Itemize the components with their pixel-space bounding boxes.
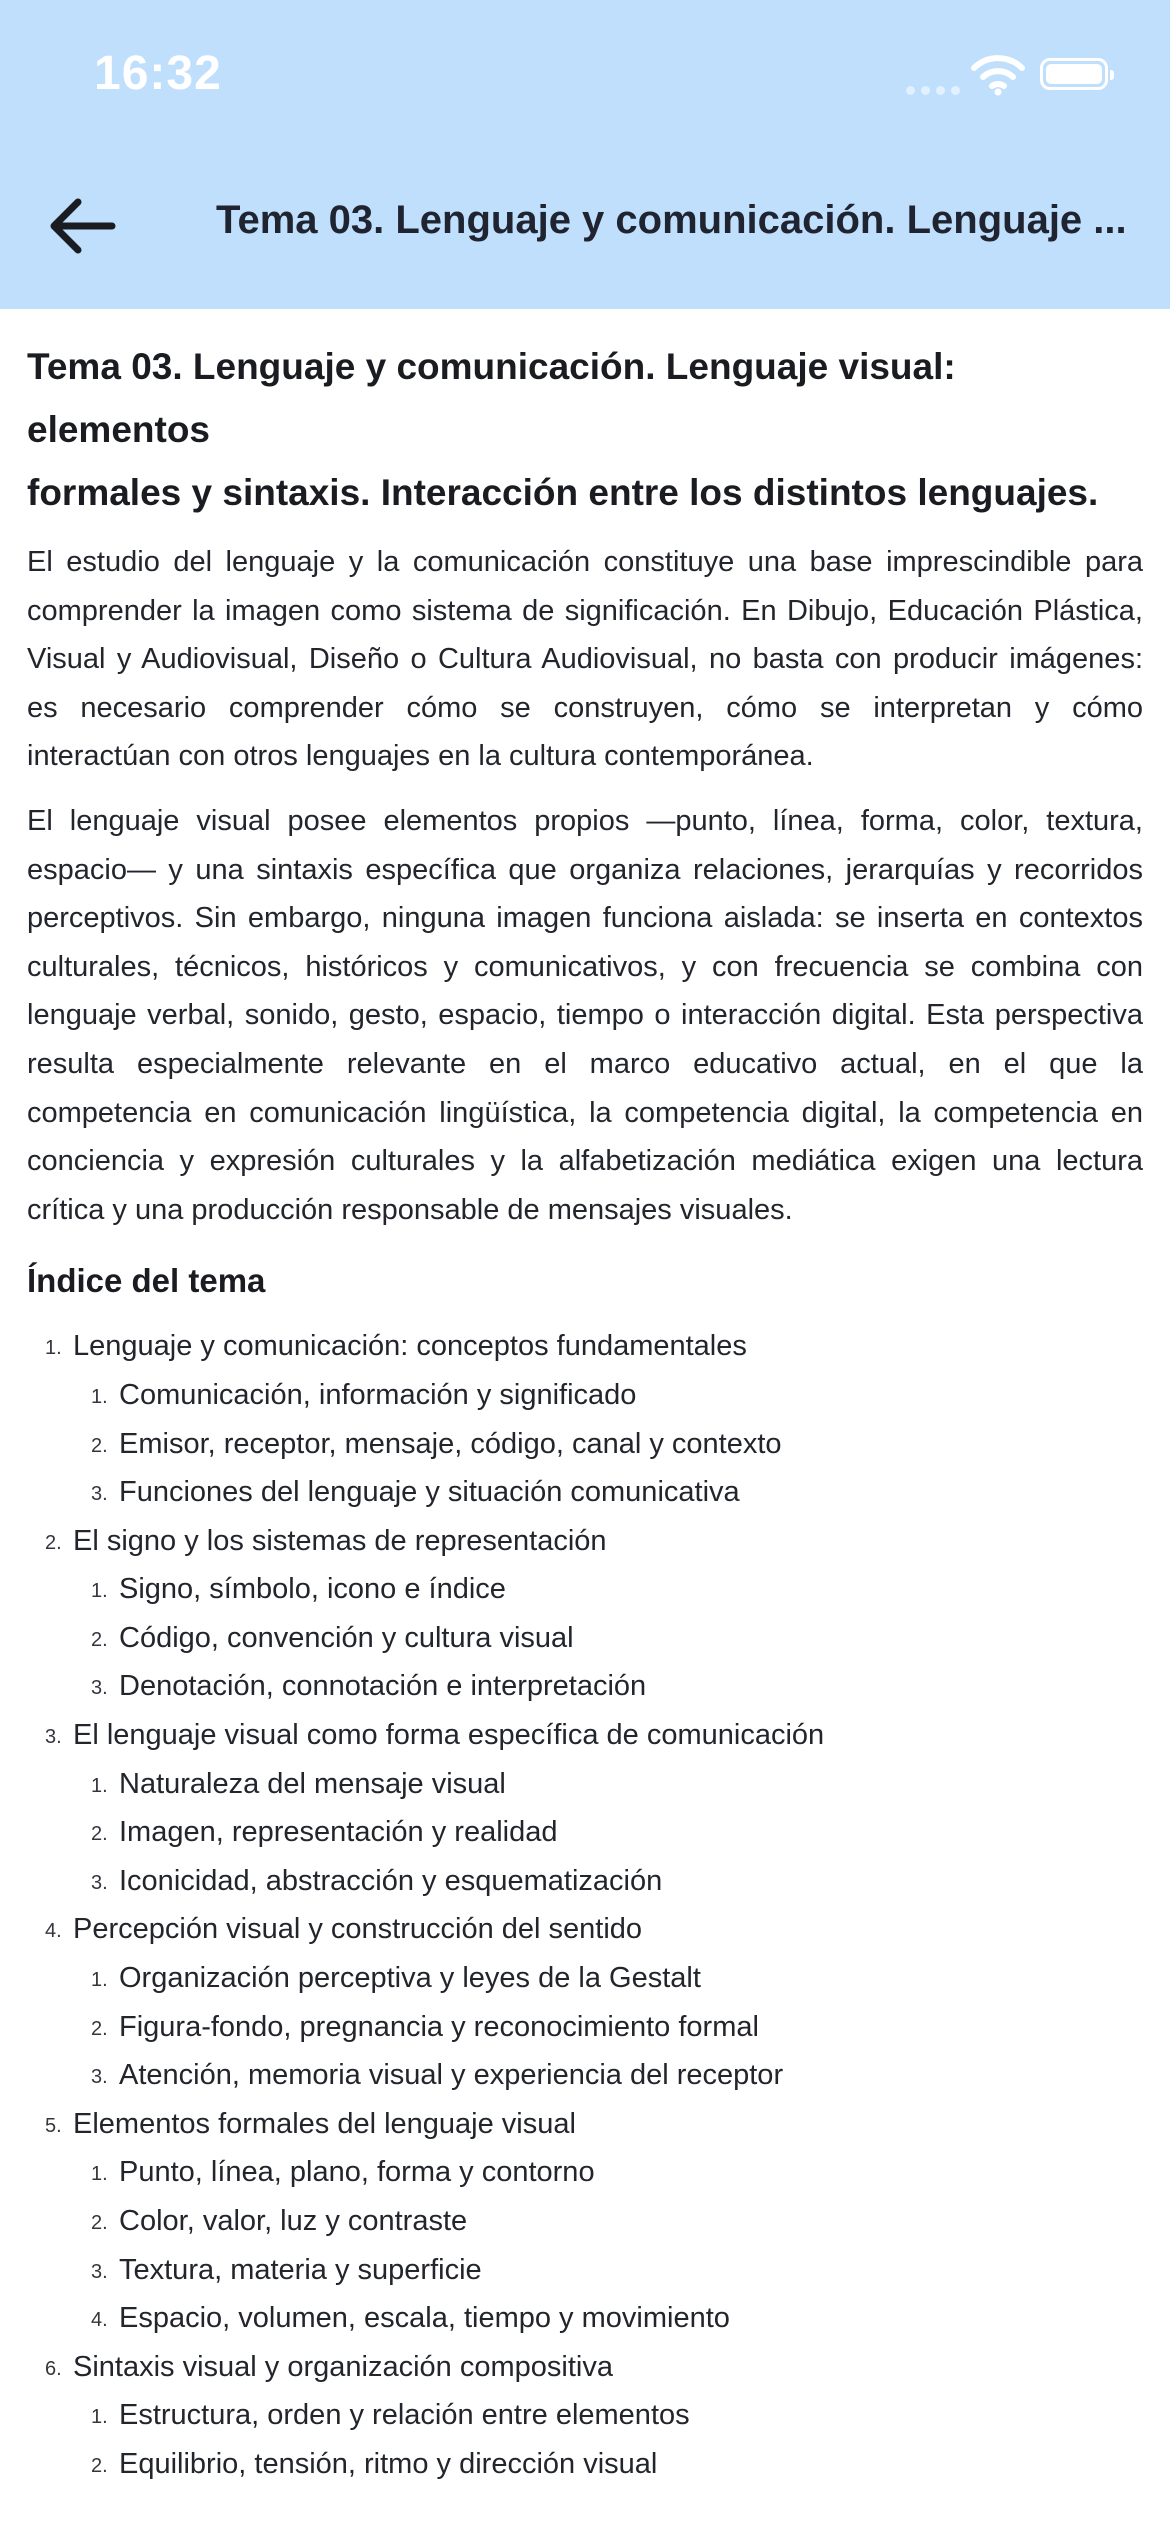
toc-subitem[interactable] [27, 2391, 1143, 2440]
toc-label: Iconicidad, abstracción y esquematización [119, 1864, 663, 1897]
toc-number: 4. [45, 1920, 62, 1943]
toc-subitem[interactable] [27, 2051, 1143, 2100]
toc-label: Funciones del lenguaje y situación comunicativa [119, 1476, 740, 1509]
toc-sublist [27, 2148, 1143, 2342]
toc-label: Lenguaje y comunicación: conceptos fundamentales [73, 1330, 747, 1363]
toc-number: 1. [91, 1580, 108, 1603]
toc-subitem[interactable] [27, 1371, 1143, 1420]
page-title-line: formales y sintaxis. Interacción entre los distintos lenguajes. [27, 472, 1099, 513]
toc-number: 1. [91, 2163, 108, 2186]
battery-icon [1040, 58, 1108, 90]
toc-number: 3. [91, 1677, 108, 1700]
toc-label: Estructura, orden y relación entre elementos [119, 2399, 690, 2432]
toc-label: Naturaleza del mensaje visual [119, 1767, 506, 1800]
toc-label: Signo, símbolo, icono e índice [119, 1573, 506, 1606]
header-title: Tema 03. Lenguaje y comunicación. Lenguaje ... [216, 198, 1127, 242]
toc-item[interactable] [27, 1905, 1143, 1954]
toc-number: 2. [91, 1628, 108, 1651]
intro-paragraph: El estudio del lenguaje y la comunicación constituye una base imprescindible para comprender la imagen como sistema de significación. En Dibujo, Educación Plástica, Visual y Audiovisual, Diseño o Cultura Audiovisual, no basta con producir imágenes: es necesario comprender cómo se construyen, cómo se interpretan y cómo interactúan con otros lenguajes en la cultura contemporánea. [27, 546, 1143, 773]
toc-label: Percepción visual y construcción del sentido [73, 1913, 643, 1946]
toc-label: Color, valor, luz y contraste [119, 2205, 468, 2237]
toc-subitem[interactable] [27, 1857, 1143, 1906]
toc-item[interactable] [27, 1517, 1143, 1566]
toc-subitem[interactable] [27, 1420, 1143, 1469]
toc-label: Textura, materia y superficie [119, 2253, 482, 2286]
toc-label: Emisor, receptor, mensaje, código, canal y contexto [119, 1427, 782, 1460]
toc-number: 1. [91, 1385, 108, 1408]
toc-number: 3. [91, 1483, 108, 1506]
app-header [0, 0, 1170, 309]
article-content[interactable] [27, 309, 1143, 2480]
toc-number: 1. [45, 1337, 62, 1360]
toc-subitem[interactable] [27, 1468, 1143, 1517]
toc-item[interactable] [27, 1711, 1143, 1760]
arrow-left-icon [48, 196, 116, 256]
toc-label: Espacio, volumen, escala, tiempo y movimiento [119, 2302, 730, 2335]
toc-number: 1. [91, 1774, 108, 1797]
toc-number: 5. [45, 2114, 62, 2137]
toc-subitem[interactable] [27, 1808, 1143, 1857]
toc-number: 2. [91, 2017, 108, 2040]
toc-label: Atención, memoria visual y experiencia del receptor [119, 2059, 784, 2092]
toc-number: 2. [45, 1531, 62, 1554]
toc-label: Elementos formales del lenguaje visual [73, 2107, 576, 2140]
toc-label: El signo y los sistemas de representación [73, 1524, 607, 1557]
toc-number: 3. [91, 2260, 108, 2283]
toc-subitem[interactable] [27, 2440, 1143, 2489]
toc-subitem[interactable] [27, 1954, 1143, 2003]
toc-subitem[interactable] [27, 1614, 1143, 1663]
table-of-contents [27, 1322, 1143, 2488]
toc-subitem[interactable] [27, 1760, 1143, 1809]
toc-label: Código, convención y cultura visual [119, 1621, 574, 1654]
toc-item[interactable] [27, 1322, 1143, 1371]
toc-number: 3. [45, 1726, 62, 1749]
status-icons [900, 52, 1120, 96]
toc-label: Punto, línea, plano, forma y contorno [119, 2156, 595, 2189]
toc-subitem[interactable] [27, 2197, 1143, 2246]
toc-number: 1. [91, 2406, 108, 2429]
toc-sublist [27, 1954, 1143, 2100]
toc-subitem[interactable] [27, 1662, 1143, 1711]
wifi-icon [970, 52, 1026, 96]
toc-number: 2. [91, 2212, 108, 2234]
toc-number: 2. [91, 2454, 108, 2477]
toc-subitem[interactable] [27, 2294, 1143, 2343]
toc-number: 1. [91, 1969, 108, 1992]
back-button[interactable] [40, 184, 124, 268]
toc-label: Equilibrio, tensión, ritmo y dirección visual [119, 2447, 658, 2480]
toc-item[interactable] [27, 2100, 1143, 2149]
toc-number: 2. [91, 1823, 108, 1846]
index-heading: Índice del tema [27, 1262, 266, 1300]
toc-label: Figura-fondo, pregnancia y reconocimiento formal [119, 2010, 759, 2043]
toc-subitem[interactable] [27, 2246, 1143, 2295]
toc-number: 6. [45, 2357, 62, 2380]
toc-label: Organización perceptiva y leyes de la Gestalt [119, 1962, 701, 1995]
toc-subitem[interactable] [27, 1565, 1143, 1614]
cellular-signal-icon [906, 82, 966, 100]
toc-sublist [27, 1371, 1143, 1517]
toc-label: El lenguaje visual como forma específica de comunicación [73, 1719, 825, 1752]
intro-paragraph: El lenguaje visual posee elementos propios —punto, línea, forma, color, textura, espacio— y una sintaxis específica que organiza relaciones, jerarquías y recorridos perceptivos. Sin embargo, ninguna imagen funciona aislada: se inserta en contextos culturales, técnicos, históricos y comunicativos, y con frecuencia se combina con lenguaje verbal, sonido, gesto, espacio, tiempo o interacción digital. Esta perspectiva resulta especialmente relevante en el marco educativo actual, en el que la competencia en comunicación lingüística, la competencia digital, la competencia en conciencia y expresión culturales y la alfabetización mediática exigen una lectura crítica y una producción responsable de mensajes visuales. [27, 804, 1143, 1226]
toc-subitem[interactable] [27, 2148, 1143, 2197]
toc-number: 2. [91, 1434, 108, 1457]
page-title-line: Tema 03. Lenguaje y comunicación. Lenguaje visual: elementos [27, 346, 956, 450]
toc-item[interactable] [27, 2343, 1143, 2392]
toc-label: Comunicación, información y significado [119, 1378, 637, 1411]
page-title [27, 335, 1143, 524]
toc-subitem[interactable] [27, 2003, 1143, 2052]
toc-sublist [27, 1760, 1143, 1906]
toc-number: 4. [91, 2309, 108, 2332]
toc-number: 3. [91, 2066, 108, 2089]
status-time: 16:32 [94, 47, 222, 100]
toc-sublist [27, 2391, 1143, 2488]
toc-label: Imagen, representación y realidad [119, 1816, 558, 1849]
toc-sublist [27, 1565, 1143, 1711]
toc-label: Sintaxis visual y organización compositiva [73, 2350, 613, 2383]
toc-label: Denotación, connotación e interpretación [119, 1670, 647, 1703]
toc-number: 3. [91, 1871, 108, 1894]
